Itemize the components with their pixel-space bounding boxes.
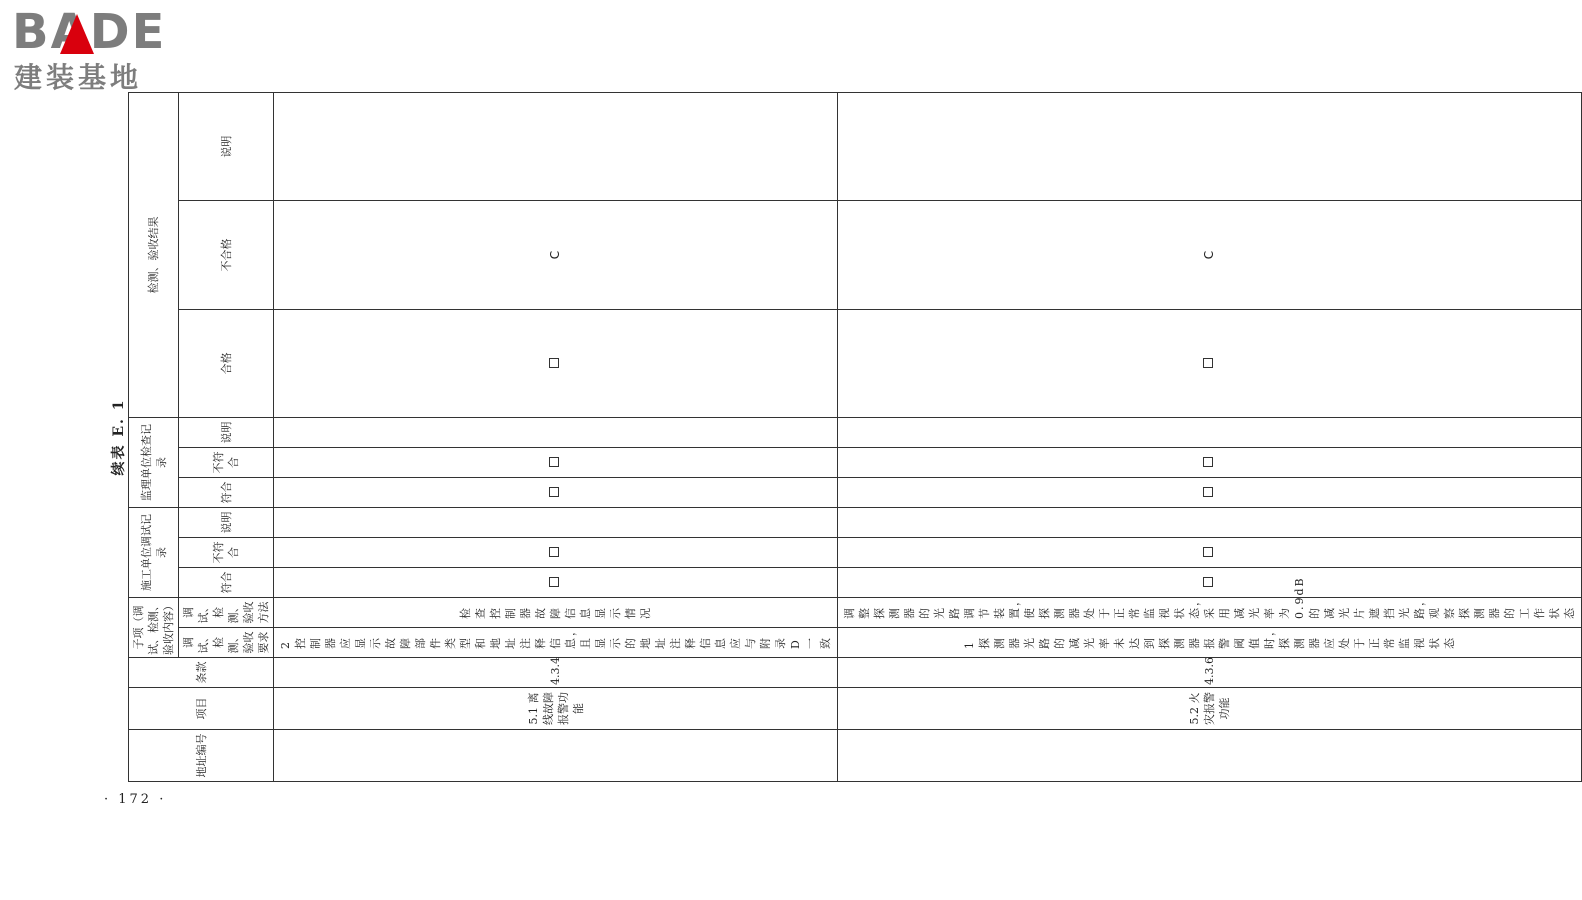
header-sub-item: 子项（调试、检测、验收内容） [129, 598, 179, 658]
header-item: 项目 [129, 688, 274, 730]
table-title: 续表 E. 1 [111, 398, 127, 476]
table-row [838, 93, 1582, 782]
checkbox [1203, 488, 1213, 498]
checkbox [549, 358, 559, 368]
header-cu-nonconform: 不符合 [179, 538, 274, 568]
cell-requirement: 1 探测器光路的减光率未达到探测器报警阈值时，探测器应处于正常监视状态 [838, 628, 1582, 658]
header-cu-conform: 符合 [179, 568, 274, 598]
cell-acc-unqualified [274, 201, 838, 309]
cell-cu-note [838, 508, 1582, 538]
cell-item: 5.1 离线故障报警功能 [274, 688, 838, 730]
cell-su-conform [838, 478, 1582, 508]
header-su-nonconform: 不符合 [179, 448, 274, 478]
cell-method: 调整探测器的光路调节装置，使探测器处于正常监视状态，采用减光率为 0.9dB 的减光片遮挡光路，观察探测器的工作状态 [838, 598, 1582, 628]
checkbox [549, 488, 559, 498]
cell-su-note [274, 418, 838, 448]
checkbox [549, 578, 559, 588]
header-acc-qualified: 合格 [179, 309, 274, 417]
cell-acc-qualified [838, 309, 1582, 417]
checkbox [549, 548, 559, 558]
cell-method: 检查控制器故障信息显示情况 [274, 598, 838, 628]
header-acc-unqualified: 不合格 [179, 201, 274, 309]
logo-word: BADE [12, 4, 167, 60]
cell-su-conform [274, 478, 838, 508]
checkbox [1203, 548, 1213, 558]
cell-su-nonconform [838, 448, 1582, 478]
rotated-table-block [110, 92, 1576, 782]
cell-cu-conform [838, 568, 1582, 598]
header-su-note: 说明 [179, 418, 274, 448]
header-su-conform: 符合 [179, 478, 274, 508]
cell-address-no [838, 730, 1582, 782]
checkbox [1203, 578, 1213, 588]
header-supervision-unit: 监理单位检查记录 [129, 418, 179, 508]
cell-acc-unqualified [838, 201, 1582, 309]
acceptance-mark: C [1202, 250, 1216, 260]
cell-address-no [274, 730, 838, 782]
cell-acc-note [838, 93, 1582, 201]
header-method: 调试、检测、验收方法 [179, 598, 274, 628]
cell-requirement: 2 控制器应显示故障部件类型和地址注释信息，且显示的地址注释信息应与附录 D 一致 [274, 628, 838, 658]
cell-acc-note [274, 93, 838, 201]
cell-clause: 4.3.4 [274, 658, 838, 688]
cell-acc-qualified [274, 309, 838, 417]
table-row [274, 93, 838, 782]
checkbox [549, 458, 559, 468]
acceptance-mark: C [548, 250, 562, 260]
inspection-table [128, 92, 1582, 782]
page-number: · 172 · [104, 792, 167, 807]
header-construction-unit: 施工单位调试记录 [129, 508, 179, 598]
cell-item: 5.2 火灾报警功能 [838, 688, 1582, 730]
checkbox [1203, 358, 1213, 368]
cell-su-note [838, 418, 1582, 448]
cell-cu-conform [274, 568, 838, 598]
checkbox [1203, 458, 1213, 468]
header-requirement: 调试、检测、验收要求 [179, 628, 274, 658]
cell-cu-nonconform [838, 538, 1582, 568]
logo-subtitle: 建装基地 [14, 61, 143, 94]
header-clause: 条款 [129, 658, 274, 688]
header-cu-note: 说明 [179, 508, 274, 538]
cell-su-nonconform [274, 448, 838, 478]
header-acceptance: 检测、验收结果 [129, 93, 179, 418]
cell-cu-nonconform [274, 538, 838, 568]
cell-clause: 4.3.6 [838, 658, 1582, 688]
cell-cu-note [274, 508, 838, 538]
header-acc-note: 说明 [179, 93, 274, 201]
header-address-no: 地址编号 [129, 730, 274, 782]
